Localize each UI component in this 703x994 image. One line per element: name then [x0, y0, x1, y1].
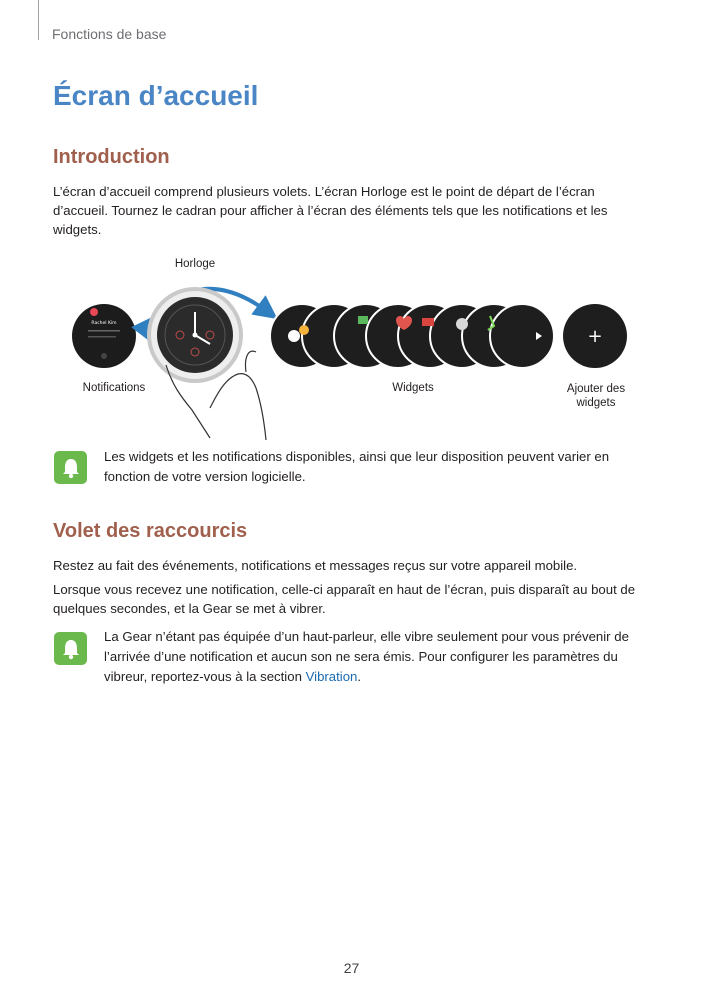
notification-contact: Rachel Kim — [91, 321, 117, 326]
note-icon — [54, 451, 87, 484]
widget-screens — [270, 304, 554, 368]
plus-icon: + — [587, 326, 603, 347]
notifications-screen — [72, 304, 136, 368]
shortcuts-paragraph-1: Restez au fait des événements, notifications et messages reçus sur votre appareil mobile. — [53, 558, 578, 573]
shortcuts-note — [104, 627, 649, 687]
figure-label-add-widgets: Ajouter des widgets — [566, 383, 626, 409]
bell-icon — [61, 638, 81, 660]
home-screen-figure — [60, 270, 650, 440]
figure-label-clock: Horloge — [174, 258, 216, 270]
clock-watch — [147, 287, 243, 383]
bell-icon — [61, 457, 81, 479]
shortcuts-paragraph-2: Lorsque vous recevez une notification, celle-ci apparaît en haut de l’écran, puis disparaît au bout de quelques secondes, et la Gear se met à vibrer. — [53, 582, 636, 616]
add-widget-screen — [563, 304, 627, 368]
shortcuts-note-end: . — [357, 669, 362, 684]
page-number: 27 — [343, 960, 360, 976]
vibration-link[interactable]: Vibration — [305, 669, 358, 684]
page-title: Écran d’accueil — [53, 80, 259, 111]
note-icon — [54, 632, 87, 665]
header-rule — [38, 0, 39, 40]
section-heading-introduction: Introduction — [53, 146, 170, 168]
shortcuts-note-text: La Gear n’étant pas équipée d’un haut-parleur, elle vibre seulement pour vous prévenir de l’arrivée d’une notification et aucun son ne sera émis. Pour configurer les paramètres du vibreur, reportez-vous à la section — [104, 629, 629, 684]
running-header: Fonctions de base — [52, 26, 167, 42]
figure-label-widgets: Widgets — [392, 382, 434, 394]
introduction-note: Les widgets et les notifications disponibles, ainsi que leur disposition peuvent varier en fonction de votre version logicielle. — [104, 449, 610, 484]
section-heading-shortcuts: Volet des raccourcis — [53, 520, 248, 542]
figure-label-notifications: Notifications — [82, 382, 146, 394]
introduction-paragraph: L’écran d’accueil comprend plusieurs volets. L’écran Horloge est le point de départ de l’écran d’accueil. Tournez le cadran pour afficher à l’écran des éléments tels que les notifications et les widgets. — [53, 184, 608, 237]
